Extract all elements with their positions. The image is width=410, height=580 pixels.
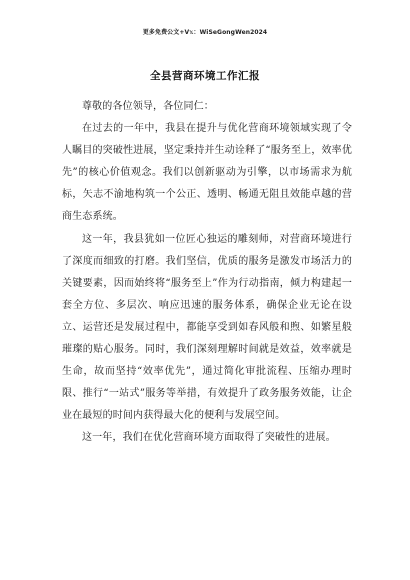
body-paragraph-2: 这一年，我县犹如一位匠心独运的雕刻师，对营商环境进行了深度而细致的打磨。我们坚信，优质的服务是激发市场活力的关键要素，因而始终将“服务至上”作为行动指南，倾力构建起一套全方位、多层次、响应迅速的服务体系，确保企业无论在设立、运营还是发展过程中，都能享受到如春风般和煦、如繁星般璀璨的贴心服务。同时，我们深刻理解时间就是效益，效率就是生命，故而坚持“效率优先”，通过简化审批流程、压缩办理时限、推行“一站式”服务等举措，有效提升了政务服务效能，让企业在最短的时间内获得最大化的便利与发展空间。 — [62, 233, 352, 422]
body-paragraph-3: 这一年，我们在优化营商环境方面取得了突破性的进展。 — [82, 432, 336, 444]
document-body — [62, 96, 352, 450]
body-paragraph-1: 在过去的一年中，我县在提升与优化营商环境领域实现了令人瞩目的突破性进展，坚定秉持并生动诠释了“服务至上，效率优先”的核心价值观念。我们以创新驱动为引擎，以市场需求为航标，矢志不渝地构筑一个公正、透明、畅通无阻且效能卓越的营商生态系统。 — [62, 123, 352, 223]
header-note: 更多免费公文+V𝕩：WiSeGongWen2024 — [142, 29, 268, 36]
greeting-line: 尊敬的各位领导，各位同仁： — [82, 101, 214, 112]
document-title: 全县营商环境工作汇报 — [150, 70, 260, 82]
